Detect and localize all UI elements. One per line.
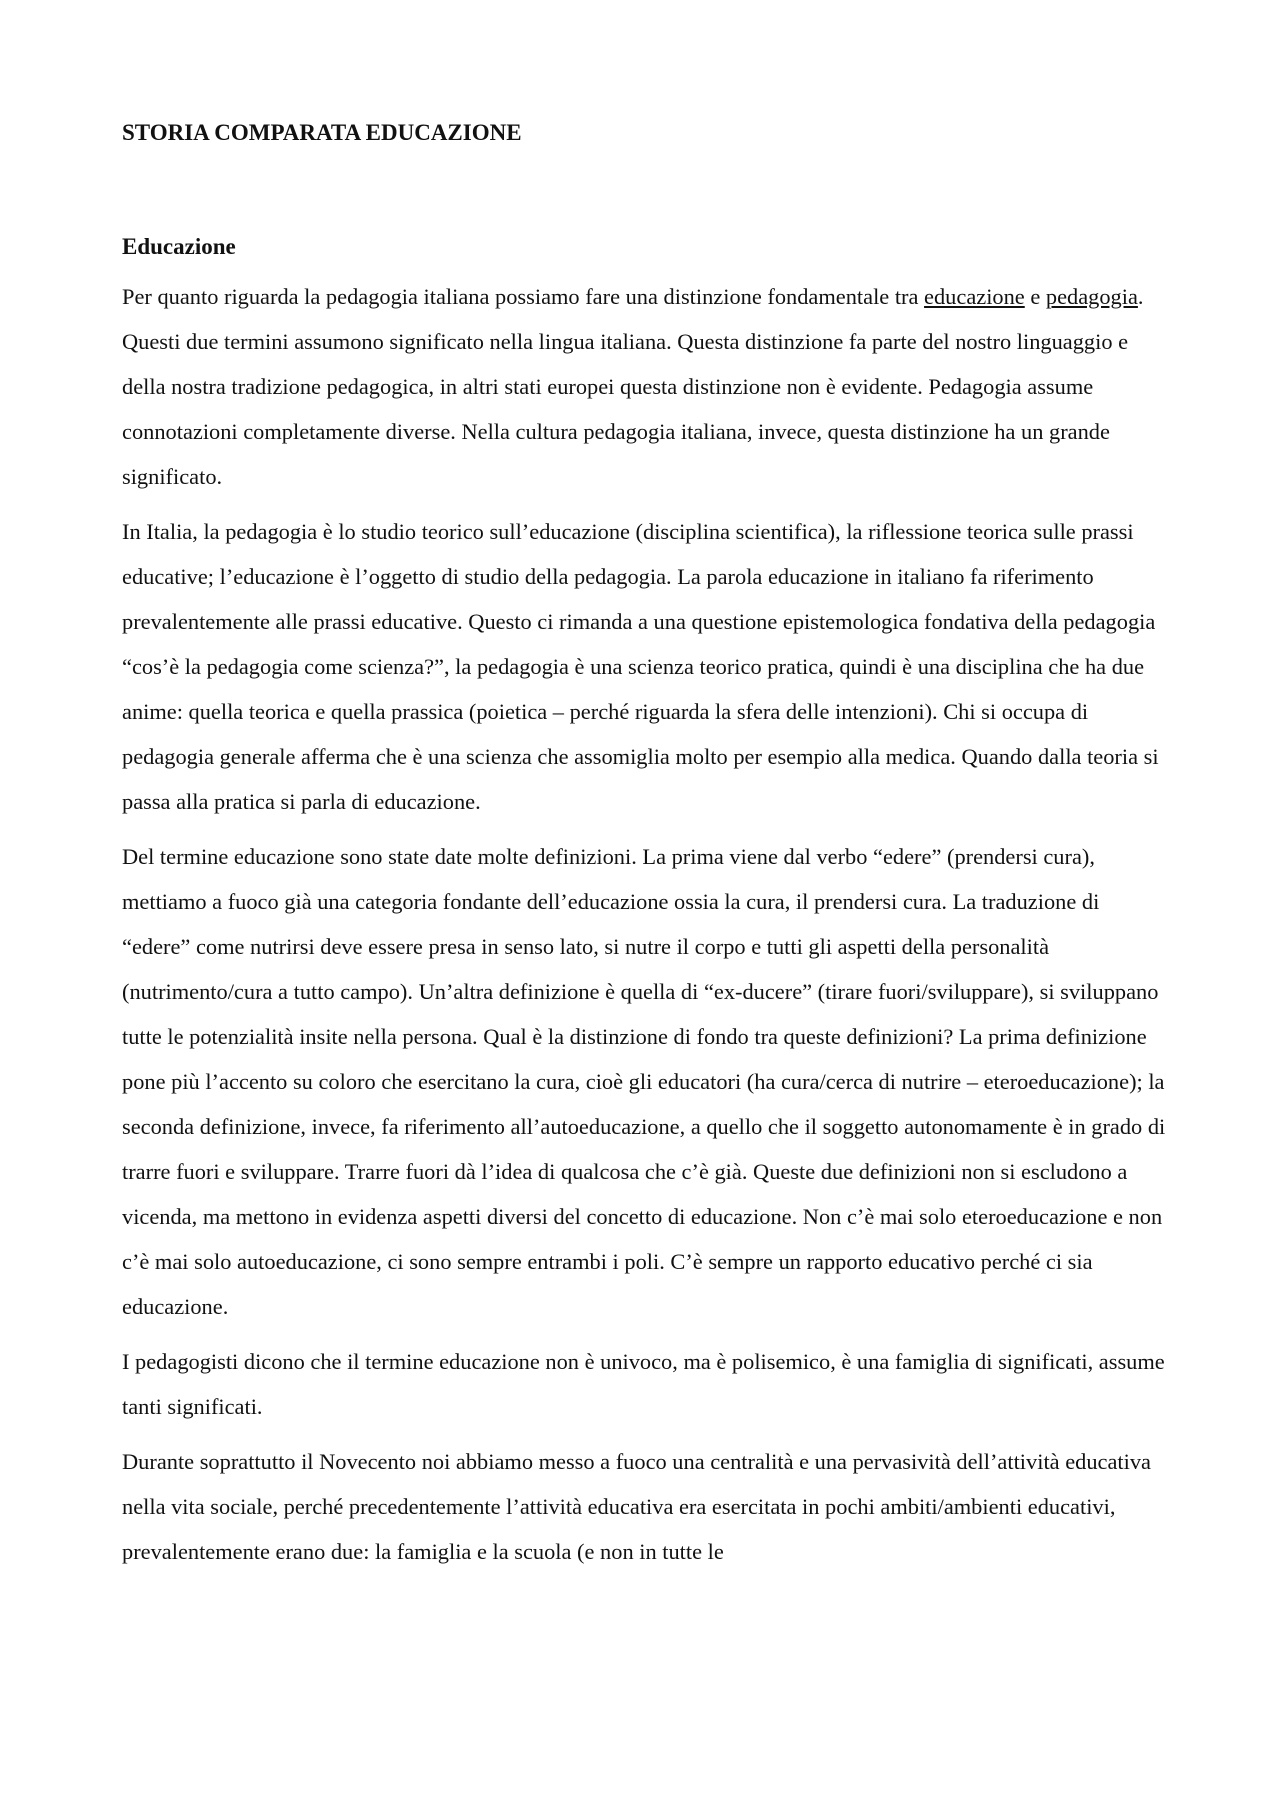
paragraph-3: Del termine educazione sono state date molte definizioni. La prima viene dal verbo “edere” (prendersi cura), mettiamo a fuoco già una categoria fondante dell’educazione ossia la cura, il prendersi cura. La traduzione di “edere” come nutrirsi deve essere presa in senso lato, si nutre il corpo e tutti gli aspetti della personalità (nutrimento/cura a tutto campo). Un’altra definizione è quella di “ex-ducere” (tirare fuori/sviluppare), si sviluppano tutte le potenzialità insite nella persona. Qual è la distinzione di fondo tra queste definizioni? La prima definizione pone più l’accento su coloro che esercitano la cura, cioè gli educatori (ha cura/cerca di nutrire – eteroeducazione); la seconda definizione, invece, fa riferimento all’autoeducazione, a quello che il soggetto autonomamente è in grado di trarre fuori e sviluppare. Trarre fuori dà l’idea di qualcosa che c’è già. Queste due definizioni non si escludono a vicenda, ma mettono in evidenza aspetti diversi del concetto di educazione. Non c’è mai solo eteroeducazione e non c’è mai solo autoeducazione, ci sono sempre entrambi i poli. C’è sempre un rapporto educativo perché ci sia educazione.	[122, 844, 1166, 1319]
paragraph-1-text-end: . Questi due termini assumono significato nella lingua italiana. Questa distinzione fa parte del nostro linguaggio e della nostra tradizione pedagogica, in altri stati europei questa distinzione non è evidente. Pedagogia assume connotazioni completamente diverse. Nella cultura pedagogia italiana, invece, questa distinzione ha un grande significato.	[122, 284, 1144, 489]
paragraph-1-text-start: Per quanto riguarda la pedagogia italiana possiamo fare una distinzione fondamentale tra	[122, 284, 925, 309]
paragraph-5: Durante soprattutto il Novecento noi abbiamo messo a fuoco una centralità e una pervasività dell’attività educativa nella vita sociale, perché precedentemente l’attività educativa era esercitata in pochi ambiti/ambienti educativi, prevalentemente erano due: la famiglia e la scuola (e non in tutte le	[122, 1449, 1151, 1564]
term-educazione: educazione	[924, 284, 1025, 309]
paragraph-4: I pedagogisti dicono che il termine educazione non è univoco, ma è polisemico, è una famiglia di significati, assume tanti significati.	[122, 1349, 1165, 1419]
document-page	[122, 118, 1172, 1574]
term-pedagogia: pedagogia	[1045, 284, 1138, 309]
document-title: STORIA COMPARATA EDUCAZIONE	[122, 120, 522, 145]
section-heading: Educazione	[122, 234, 236, 259]
paragraph-1-conjunction: e	[1024, 284, 1046, 309]
paragraph-1	[122, 274, 1172, 499]
paragraph-2: In Italia, la pedagogia è lo studio teorico sull’educazione (disciplina scientifica), la riflessione teorica sulle prassi educative; l’educazione è l’oggetto di studio della pedagogia. La parola educazione in italiano fa riferimento prevalentemente alle prassi educative. Questo ci rimanda a una questione epistemologica fondativa della pedagogia “cos’è la pedagogia come scienza?”, la pedagogia è una scienza teorico pratica, quindi è una disciplina che ha due anime: quella teorica e quella prassica (poietica – perché riguarda la sfera delle intenzioni). Chi si occupa di pedagogia generale afferma che è una scienza che assomiglia molto per esempio alla medica. Quando dalla teoria si passa alla pratica si parla di educazione.	[122, 519, 1159, 814]
